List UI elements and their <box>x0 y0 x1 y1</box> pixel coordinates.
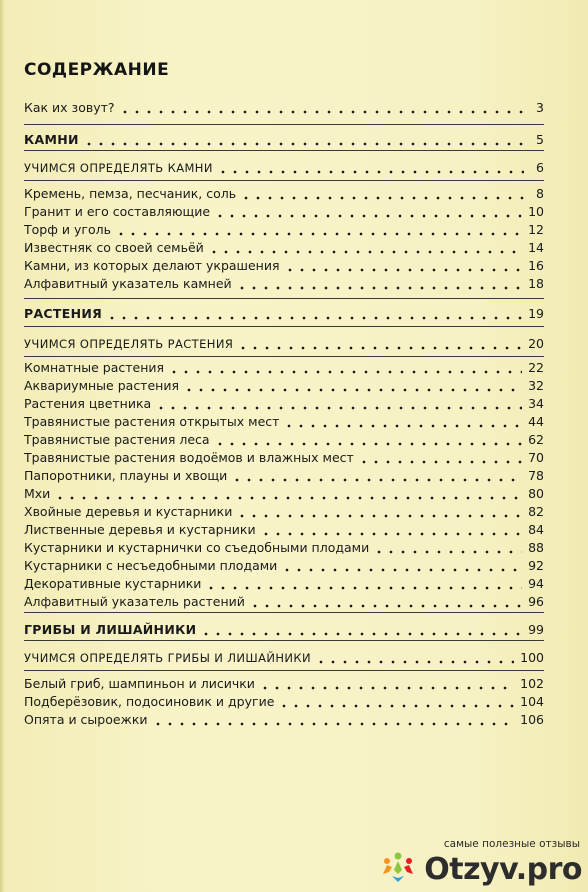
toc-entry-label: Подберёзовик, подосиновик и другие <box>24 694 275 709</box>
toc-entry-page: 80 <box>528 486 544 501</box>
toc-entry-label: Алфавитный указатель камней <box>24 276 232 291</box>
toc-entry <box>24 484 544 502</box>
toc-entry <box>24 358 544 376</box>
toc-entry-label: Гранит и его составляющие <box>24 204 211 219</box>
leader-dots <box>260 524 523 536</box>
toc-entry <box>24 430 544 448</box>
leader-dots <box>200 624 522 636</box>
toc-entry-page: 22 <box>528 360 544 375</box>
leader-dots <box>214 434 523 446</box>
toc-entry-label: Декоративные кустарники <box>24 576 202 591</box>
section-divider <box>24 180 544 181</box>
toc-subsection <box>24 648 544 666</box>
toc-entry <box>24 692 544 710</box>
toc-subsection-page: 20 <box>528 336 544 351</box>
page-title: СОДЕРЖАНИЕ <box>24 60 170 80</box>
leader-dots <box>259 678 514 690</box>
toc-entry-label: Травянистые растения леса <box>24 432 210 447</box>
toc-subsection-label: УЧИМСЯ ОПРЕДЕЛЯТЬ КАМНИ <box>24 161 213 175</box>
toc-section-label: РАСТЕНИЯ <box>24 306 103 321</box>
leader-dots <box>155 398 522 410</box>
toc-entry-label: Комнатные растения <box>24 360 165 375</box>
toc-entry <box>24 592 544 610</box>
section-divider <box>24 298 544 299</box>
section-divider <box>24 326 544 327</box>
page-edge <box>0 0 4 892</box>
toc-entry-label: Камни, из которых делают украшения <box>24 258 280 273</box>
leader-dots <box>236 278 522 290</box>
toc-subsection-label: УЧИМСЯ ОПРЕДЕЛЯТЬ РАСТЕНИЯ <box>24 337 234 351</box>
toc-entry-label: Опята и сыроежки <box>24 712 148 727</box>
toc-entry-page: 3 <box>536 100 544 115</box>
toc-entry <box>24 394 544 412</box>
toc-entry-page: 88 <box>528 540 544 555</box>
toc-subsection <box>24 334 544 352</box>
toc-entry-label: Растения цветника <box>24 396 152 411</box>
toc-entry-label: Лиственные деревья и кустарники <box>24 522 256 537</box>
leader-dots <box>208 242 522 254</box>
leader-dots <box>214 206 522 218</box>
leader-dots <box>281 560 522 572</box>
toc-entry-page: 92 <box>528 558 544 573</box>
leader-dots <box>205 578 522 590</box>
toc-entry-page: 106 <box>520 712 544 727</box>
leader-dots <box>152 714 515 726</box>
toc-entry-label: Торф и уголь <box>24 222 111 237</box>
leader-dots <box>358 452 522 464</box>
toc-entry <box>24 502 544 520</box>
toc-entry-page: 10 <box>528 204 544 219</box>
leader-dots <box>249 596 522 608</box>
toc-entry <box>24 256 544 274</box>
toc-entry <box>24 412 544 430</box>
toc-entry <box>24 674 544 692</box>
toc-entry <box>24 220 544 238</box>
toc-entry-page: 8 <box>536 186 544 201</box>
toc-entry-page: 94 <box>528 576 544 591</box>
toc-entry-page: 32 <box>528 378 544 393</box>
toc-entry <box>24 98 544 116</box>
toc-entry-label: Кустарники с несъедобными плодами <box>24 558 278 573</box>
toc-entry <box>24 556 544 574</box>
toc-section-page: 99 <box>528 622 544 637</box>
toc-entry <box>24 466 544 484</box>
toc-entry-label: Белый гриб, шампиньон и лисички <box>24 676 255 691</box>
people-logo-icon <box>378 848 418 888</box>
toc-section-page: 5 <box>536 132 544 147</box>
toc-entry-label: Алфавитный указатель растений <box>24 594 245 609</box>
toc-entry-page: 16 <box>528 258 544 273</box>
toc-entry <box>24 202 544 220</box>
toc-section <box>24 620 544 638</box>
section-divider <box>24 356 544 357</box>
leader-dots <box>217 162 524 174</box>
section-divider <box>24 670 544 671</box>
leader-dots <box>284 260 523 272</box>
watermark-tagline: самые полезные отзывы <box>443 838 580 850</box>
toc-section-label: ГРИБЫ И ЛИШАЙНИКИ <box>24 622 197 637</box>
toc-entry <box>24 184 544 202</box>
toc-entry-page: 44 <box>528 414 544 429</box>
toc-entry <box>24 238 544 256</box>
toc-subsection <box>24 158 544 176</box>
leader-dots <box>237 338 522 350</box>
toc-entry-label: Травянистые растения водоёмов и влажных мест <box>24 450 354 465</box>
toc-entry-label: Травянистые растения открытых мест <box>24 414 280 429</box>
section-divider <box>24 640 544 641</box>
toc-entry-label: Хвойные деревья и кустарники <box>24 504 233 519</box>
section-divider <box>24 124 544 125</box>
toc-entry <box>24 574 544 592</box>
leader-dots <box>115 224 522 236</box>
leader-dots <box>240 188 524 200</box>
toc-entry <box>24 538 544 556</box>
section-divider <box>24 612 544 613</box>
toc-entry-label: Известняк со своей семьёй <box>24 240 204 255</box>
leader-dots <box>236 506 522 518</box>
toc-entry <box>24 448 544 466</box>
toc-section-label: КАМНИ <box>24 132 79 147</box>
toc-entry-page: 62 <box>528 432 544 447</box>
toc-entry-label: Папоротники, плауны и хвощи <box>24 468 228 483</box>
toc-entry-page: 96 <box>528 594 544 609</box>
leader-dots <box>373 542 522 554</box>
toc-entry-page: 82 <box>528 504 544 519</box>
toc-entry-label: Как их зовут? <box>24 100 115 115</box>
toc-entry-label: Аквариумные растения <box>24 378 179 393</box>
toc-entry <box>24 520 544 538</box>
watermark-logo: Otzyv.pro <box>424 852 582 887</box>
toc-subsection-label: УЧИМСЯ ОПРЕДЕЛЯТЬ ГРИБЫ И ЛИШАЙНИКИ <box>24 651 311 665</box>
toc-entry-page: 12 <box>528 222 544 237</box>
section-divider <box>24 150 544 151</box>
toc-entry-label: Кустарники и кустарнички со съедобными плодами <box>24 540 370 555</box>
leader-dots <box>283 416 522 428</box>
otzyv-watermark[interactable] <box>360 836 582 892</box>
toc-entry-page: 34 <box>528 396 544 411</box>
toc-entry-label: Кремень, пемза, песчаник, соль <box>24 186 237 201</box>
toc-entry-page: 70 <box>528 450 544 465</box>
leader-dots <box>278 696 514 708</box>
leader-dots <box>315 652 514 664</box>
toc-subsection-page: 6 <box>536 160 544 175</box>
leader-dots <box>83 134 524 146</box>
toc-entry-page: 18 <box>528 276 544 291</box>
toc-subsection-page: 100 <box>520 650 544 665</box>
toc-entry <box>24 376 544 394</box>
toc-entry-page: 104 <box>520 694 544 709</box>
toc-entry-page: 78 <box>528 468 544 483</box>
leader-dots <box>106 308 522 320</box>
toc-entry <box>24 274 544 292</box>
toc-section-page: 19 <box>528 306 544 321</box>
leader-dots <box>119 102 524 114</box>
toc-entry-label: Мхи <box>24 486 51 501</box>
leader-dots <box>183 380 522 392</box>
toc-entry-page: 84 <box>528 522 544 537</box>
toc-section <box>24 304 544 322</box>
toc-entry-page: 14 <box>528 240 544 255</box>
toc-entry <box>24 710 544 728</box>
toc-entry-page: 102 <box>520 676 544 691</box>
leader-dots <box>231 470 522 482</box>
toc-section <box>24 130 544 148</box>
leader-dots <box>168 362 522 374</box>
leader-dots <box>54 488 522 500</box>
